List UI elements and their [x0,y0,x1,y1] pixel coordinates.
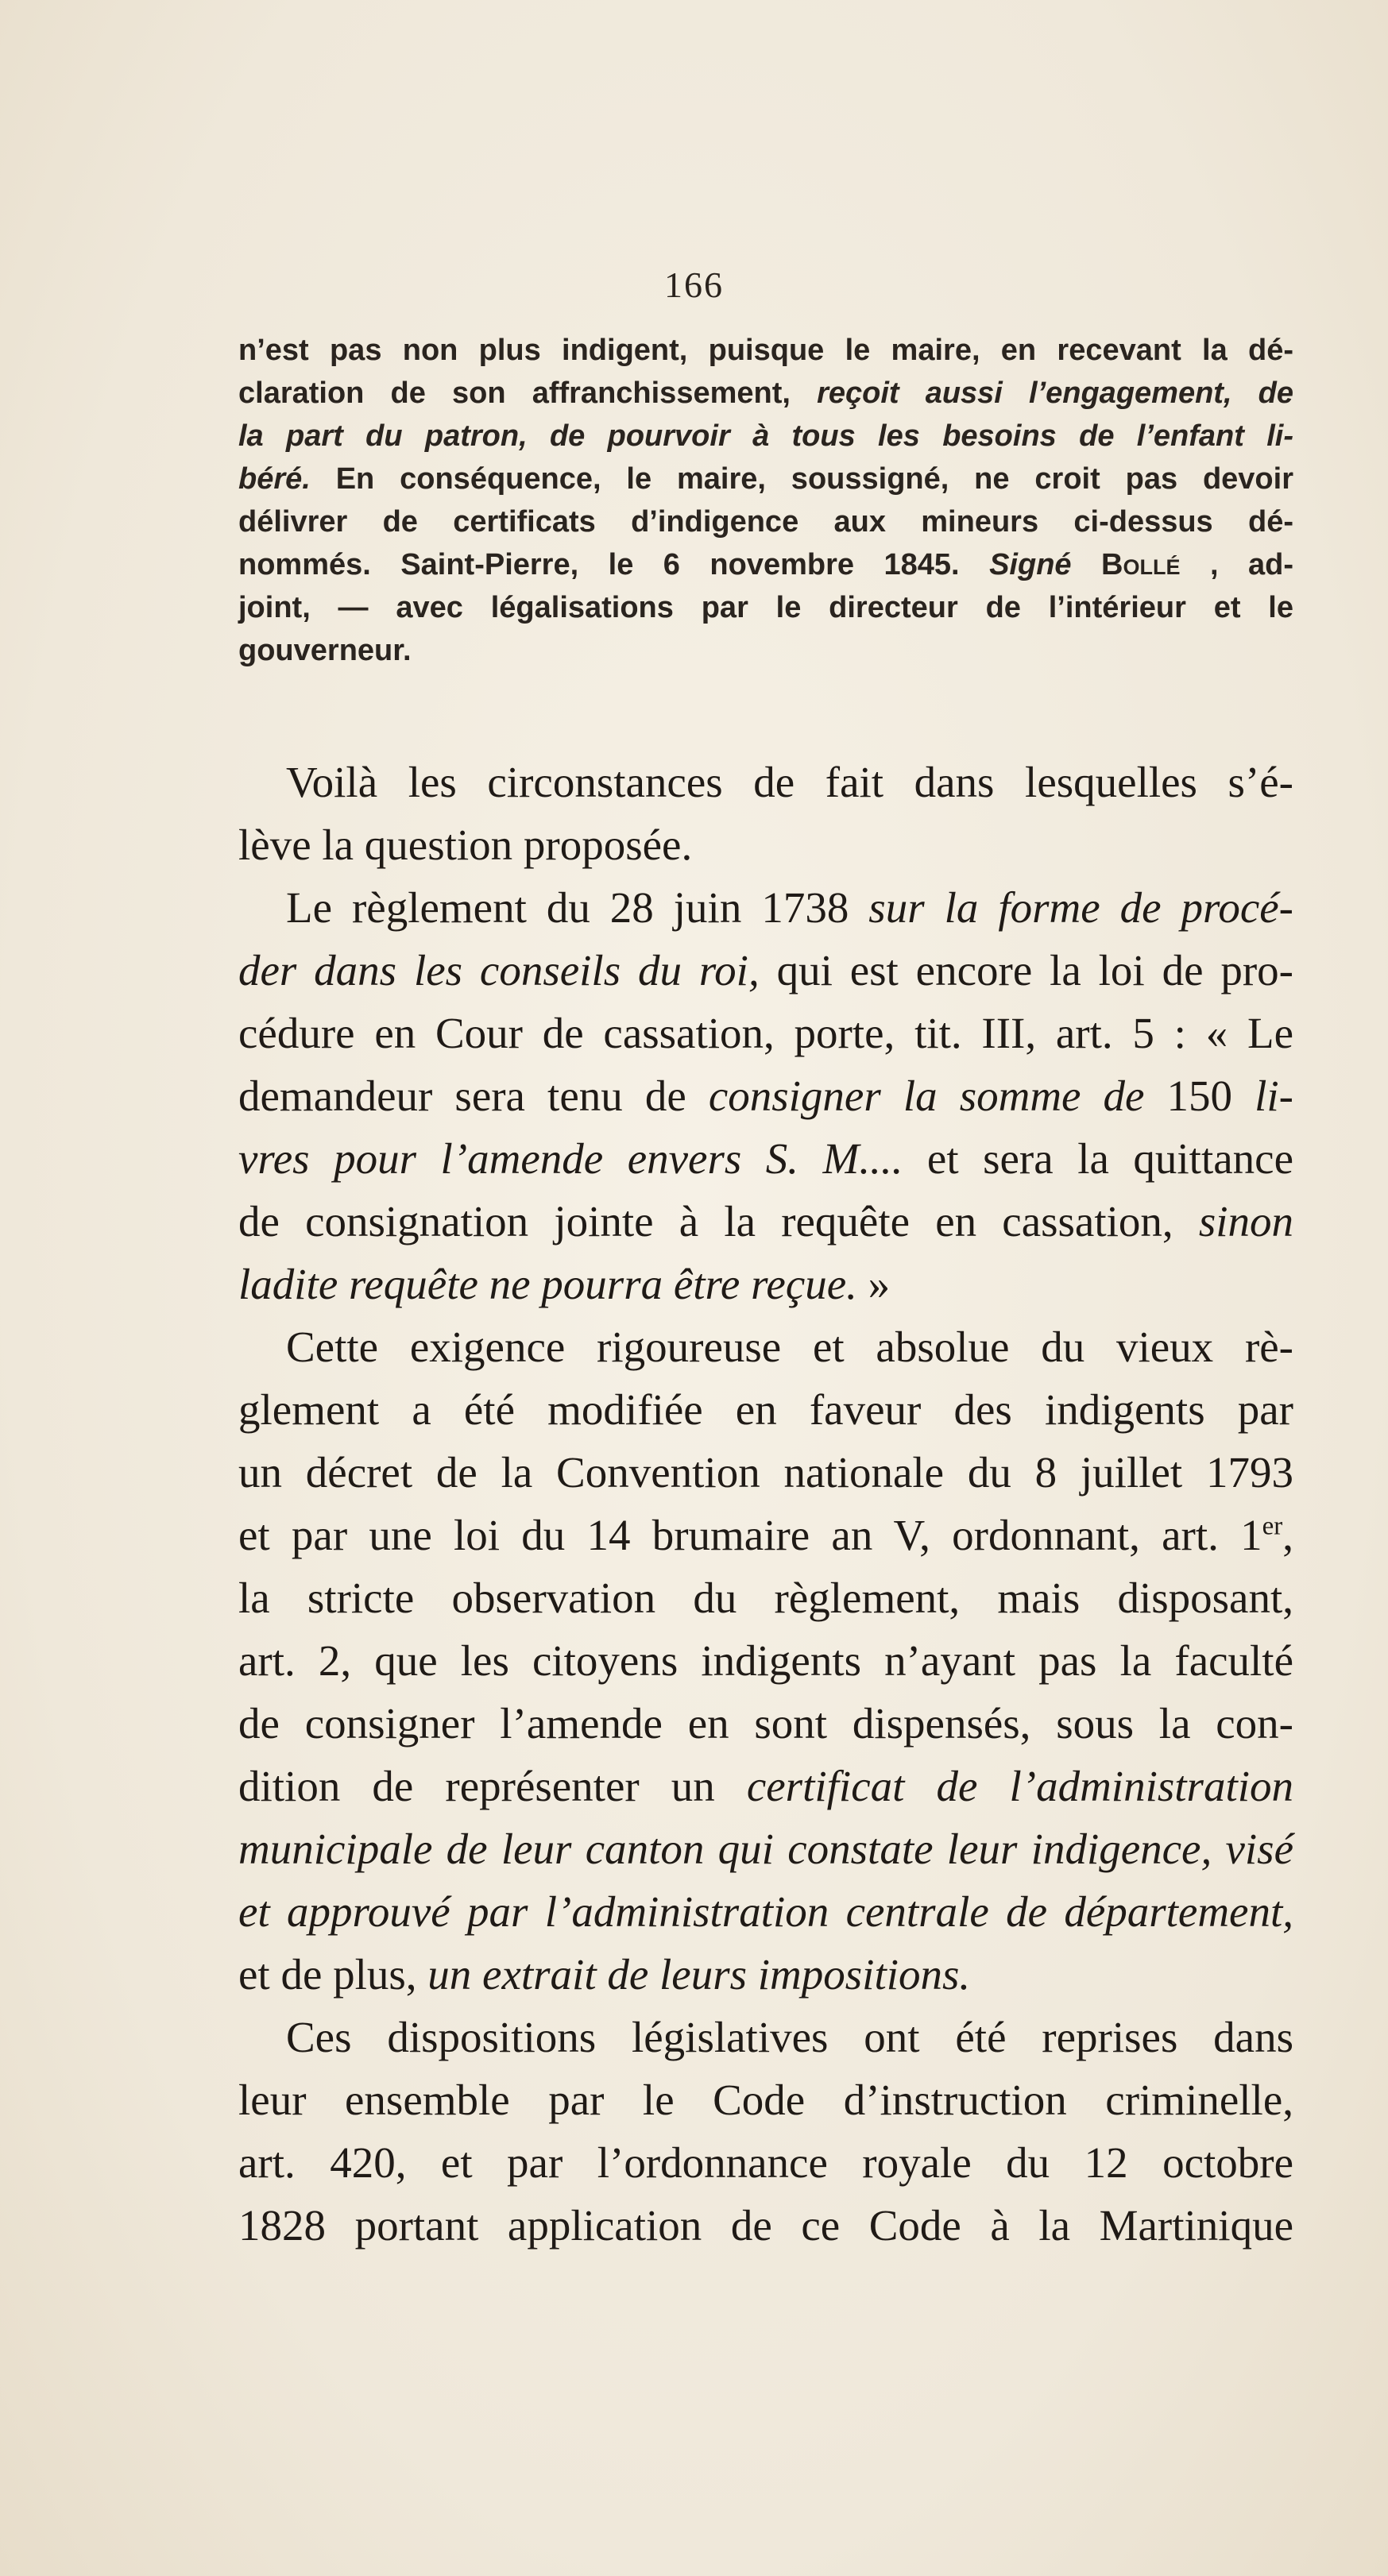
text-run: n’est pas non plus indigent, puisque le maire, en recevant la dé- [238,334,1293,367]
paragraph-line [238,1943,1293,2006]
text-run: er [1262,1512,1283,1541]
footnote-line [238,329,1293,372]
text-run [1072,548,1101,581]
text-run: vres pour l’amende envers S. M.... [238,1134,903,1183]
text-run: et approuvé par l’administration centrale de département, [238,1887,1293,1936]
text-run: dition de représenter un [238,1762,747,1810]
footnote-line [238,415,1293,458]
paragraph-line [238,1378,1293,1441]
text-run: , [1282,1511,1293,1559]
page-number: 166 [664,265,724,305]
paragraph-line [238,1190,1293,1253]
paragraph-line [238,751,1293,813]
text-run: un extrait de leurs impositions. [427,1950,971,1999]
text-run: ladite requête ne pourra être reçue. [238,1260,857,1308]
text-run: qui est encore la loi de pro- [759,946,1293,994]
text-run: la part du patron, de pourvoir à tous les besoins de l’enfant li- [238,419,1293,453]
paragraph-line [238,1755,1293,1817]
text-run: der dans les conseils du roi, [238,946,760,994]
text-run: glement a été modifiée en faveur des indigents par [238,1385,1293,1434]
text-run: sinon [1198,1197,1293,1246]
main-text [238,751,1293,2257]
text-run: un décret de la Convention nationale du 8 juillet 1793 [238,1448,1293,1497]
paragraph-line [238,2131,1293,2194]
paragraph-line [238,1629,1293,1692]
paragraph-line [238,1253,1293,1315]
paragraph [238,1315,1293,2006]
text-run: municipale de leur canton qui constate leur indigence, visé [238,1825,1293,1873]
footnote-line [238,543,1293,586]
text-run: et par une loi du 14 brumaire an V, ordonnant, art. 1 [238,1511,1262,1559]
text-run: et sera la quittance [903,1134,1293,1183]
text-run: nommés. Saint-Pierre, le 6 novembre 1845. [238,548,990,581]
paragraph-line [238,1817,1293,1880]
footnote-line [238,500,1293,543]
text-run: joint, — avec légalisations par le directeur de l’intérieur et le [238,591,1293,624]
text-run: de consignation jointe à la requête en cassation, [238,1197,1199,1246]
text-run: certificat de l’administration [746,1762,1294,1810]
text-run: béré. [238,462,311,496]
paragraph-line [238,2068,1293,2131]
paragraph [238,751,1293,876]
text-run: sur la forme de procé- [868,883,1293,932]
text-run: » [856,1260,891,1308]
text-run: 1828 portant application de ce Code à la Martinique [238,2201,1293,2250]
paragraph-line [238,1566,1293,1629]
paragraph-line [238,1002,1293,1064]
text-run: , ad- [1180,548,1293,581]
text-run: et de plus, [238,1950,428,1999]
text-run: délivrer de certificats d’indigence aux mineurs ci-dessus dé- [238,505,1293,539]
text-run: Bollé [1101,548,1181,581]
paragraph-line [238,1441,1293,1504]
footnote-line [238,372,1293,415]
paragraph [238,2006,1293,2257]
paragraph-line [238,876,1293,939]
text-run: lève la question proposée. [238,821,693,869]
paragraph-line [238,1880,1293,1943]
text-run: Cette exigence rigoureuse et absolue du vieux rè- [286,1323,1293,1371]
paragraph-line [238,1315,1293,1378]
footnote-line [238,458,1293,500]
text-run: gouverneur. [238,634,412,667]
text-run: art. 2, que les citoyens indigents n’ayant pas la faculté [238,1636,1293,1685]
paragraph-line [238,1064,1293,1127]
footnote-line [238,586,1293,629]
text-run: 150 [1144,1072,1255,1120]
text-run: cédure en Cour de cassation, porte, tit. III, art. 5 : « Le [238,1009,1293,1057]
text-run: Signé [989,548,1072,581]
text-run: art. 420, et par l’ordonnance royale du 12 octobre [238,2138,1293,2187]
footnote-block [238,329,1293,672]
paragraph-line [238,813,1293,876]
text-run: reçoit aussi l’engagement, de [817,377,1293,410]
text-run: demandeur sera tenu de [238,1072,709,1120]
paragraph [238,876,1293,1315]
text-run: En conséquence, le maire, soussigné, ne croit pas devoir [310,462,1293,496]
footnote-line [238,629,1293,672]
text-run: consigner la somme de [708,1072,1145,1120]
paragraph-line [238,939,1293,1002]
paragraph-line [238,2194,1293,2257]
paragraph-line [238,1127,1293,1190]
text-run: la stricte observation du règlement, mais disposant, [238,1574,1293,1622]
text-run: Ces dispositions législatives ont été reprises dans [286,2013,1293,2061]
paragraph-line [238,1504,1293,1566]
paragraph-line [238,2006,1293,2068]
text-run: Le règlement du 28 juin 1738 [286,883,869,932]
text-run: li- [1255,1072,1294,1120]
text-run: leur ensemble par le Code d’instruction criminelle, [238,2076,1293,2124]
text-run: Voilà les circonstances de fait dans lesquelles s’é- [286,758,1293,806]
text-run: de consigner l’amende en sont dispensés, sous la con- [238,1699,1293,1748]
paragraph-line [238,1692,1293,1755]
text-run: claration de son affranchissement, [238,377,818,410]
